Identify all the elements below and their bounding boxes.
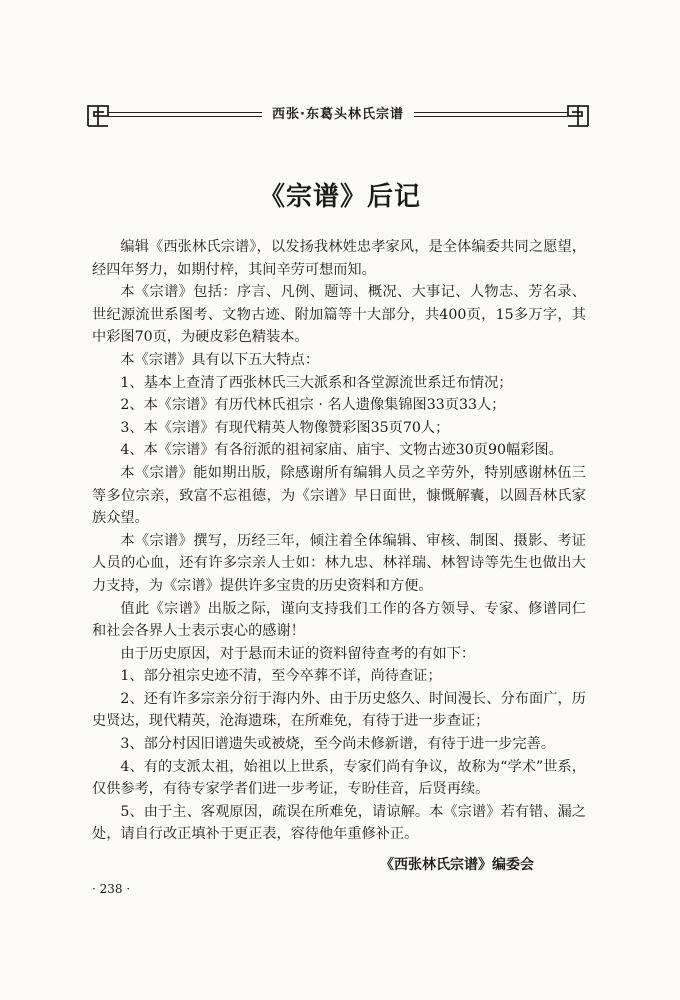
paragraph: 本《宗谱》包括：序言、凡例、题词、概况、大事记、人物志、芳名录、世纪源流世系图考、文物古迹、附加篇等十大部分，共400页，15多万字，其中彩图70页，为硬皮彩色精装本。: [92, 284, 586, 346]
paragraph: 5、由于主、客观原因，疏误在所难免，请谅解。本《宗谱》若有错、漏之处，请自行改正填补于更正表，容待他年重修补正。: [92, 803, 586, 843]
paragraph: 3、本《宗谱》有现代精英人物像赞彩图35页70人；: [120, 419, 450, 436]
paragraph: 2、还有许多宗亲分衍于海内外、由于历史悠久、时间漫长、分布面广，历史贤达，现代精英，沧海遗珠，在所难免，有待于进一步查证；: [92, 690, 586, 730]
paragraph: 值此《宗谱》出版之际，谨向支持我们工作的各方领导、专家、修谱同仁和社会各界人士表示衷心的感谢！: [92, 600, 586, 640]
paragraph: 4、有的支派太祖，始祖以上世系，专家们尚有争议，故称为“学术”世系，仅供参考，有待专家学者们进一步考证，专盼佳音，后贤再续。: [92, 758, 586, 798]
body-text: [92, 236, 586, 846]
paragraph: 2、本《宗谱》有历代林氏祖宗 · 名人遗像集锦图33页33人；: [120, 397, 506, 414]
page-number: · 238 ·: [92, 882, 131, 896]
page-title: 《宗谱》后记: [258, 182, 421, 212]
signature: 《西张林氏宗谱》编委会: [380, 857, 534, 873]
paragraph: 编辑《西张林氏宗谱》，以发扬我林姓忠孝家风，是全体编委共同之愿望，经四年努力，如期付梓，其间辛劳可想而知。: [92, 239, 586, 278]
paragraph: 4、本《宗谱》有各衍派的祖祠家庙、庙宇、文物古迹30页90幅彩图。: [120, 442, 563, 459]
paragraph: 由于历史原因，对于悬而未证的资料留待查考的有如下：: [120, 645, 476, 662]
paragraph: 1、基本上查清了西张林氏三大派系和各堂源流世系迁布情况；: [120, 374, 513, 391]
running-header: [88, 100, 588, 134]
paragraph: 本《宗谱》具有以下五大特点：: [120, 351, 320, 368]
paragraph: 本《宗谱》撰写，历经三年，倾注着全体编辑、审核、制图、摄影、考证人员的心血，还有许多宗亲人士如：林九忠、林祥瑞、林智诗等先生也做出大力支持，为《宗谱》提供许多宝贵的历史资料和方便。: [92, 532, 586, 594]
running-title: 西张·东葛头林氏宗谱: [88, 103, 588, 122]
paragraph: 1、部分祖宗史迹不清，至今卒葬不详，尚待查证；: [120, 668, 442, 685]
paragraph: 3、部分村因旧谱遗失或被烧，至今尚未修新谱，有待于进一步完善。: [120, 736, 556, 753]
paragraph: 本《宗谱》能如期出版，除感谢所有编辑人员之辛劳外，特别感谢林伍三等多位宗亲，致富不忘祖德，为《宗谱》早日面世，慷慨解囊，以圆吾林氏家族众望。: [92, 464, 586, 527]
